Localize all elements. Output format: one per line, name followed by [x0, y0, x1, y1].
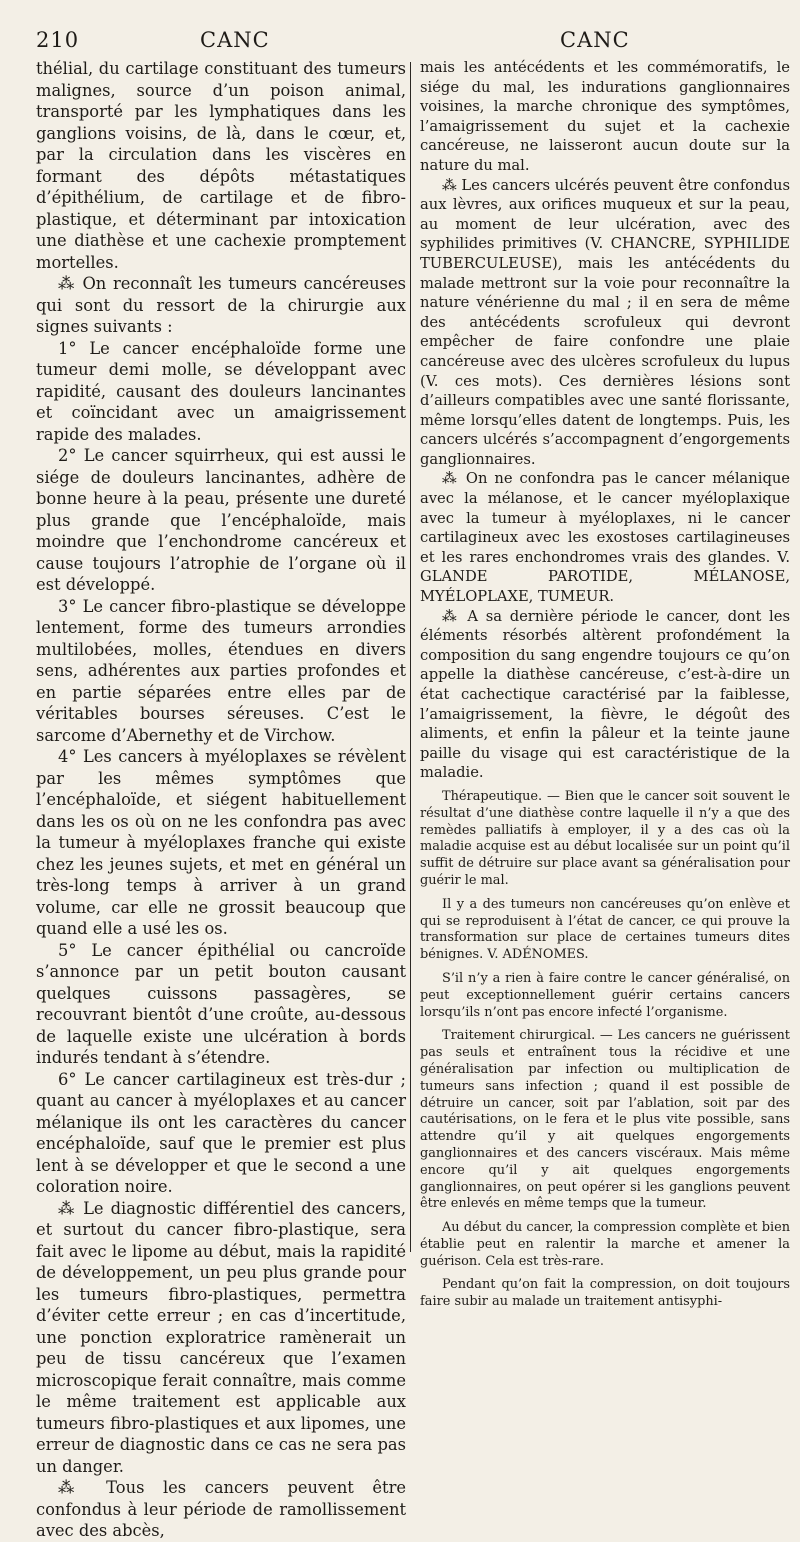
therapeutics-paragraph: S’il n’y a rien à faire contre le cancer généralisé, on peut exceptionnellement guérir certains cancers lorsqu’ils n’ont pas encore infecté l’organisme.	[420, 970, 790, 1020]
paragraph: 6° Le cancer cartilagineux est très-dur ; quant au cancer à myéloplaxes et au cancer mélanique ils ont les caractères du cancer encéphaloïde, sauf que le premier est plus lent à se développer et que le second a une coloration noire.	[36, 1069, 406, 1196]
therapeutics-paragraph: Il y a des tumeurs non cancéreuses qu’on enlève et qui se reproduisent à l’état de cancer, ce qui prouve la transformation sur place de certaines tumeurs dites bénignes. V. ADÉNOMES.	[420, 896, 790, 963]
paragraph: ⁂ On ne confondra pas le cancer mélanique avec la mélanose, et le cancer myéloplaxique avec la tumeur à myéloplaxes, ni le cancer cartilagineux avec les exostoses cartilagineuses et les rares enchondromes vrais des glandes. V. GLANDE PAROTIDE, MÉLANOSE, MYÉLOPLAXE, TUMEUR.	[420, 470, 790, 606]
page-number: 210	[36, 28, 80, 52]
surgical-treatment-paragraph: Traitement chirurgical. — Les cancers ne guérissent pas seuls et entraînent tous la récidive et une généralisation par infection ou multiplication de tumeurs sans infection ; quand il est possible de détruire un cancer, soit par l’ablation, soit par des cautérisations, on le fera et le plus vite possible, sans attendre qu’il y ait quelques engorgements ganglionnaires et des cancers viscéraux. Mais même encore qu’il y ait quelques engorgements ganglionnaires, on peut opérer si les ganglions peuvent être enlevés en même temps que la tumeur.	[420, 1028, 790, 1212]
paragraph: 4° Les cancers à myéloplaxes se révèlent par les mêmes symptômes que l’encéphaloïde, et siégent habituellement dans les os où on ne les confondra pas avec la tumeur à myéloplaxes franche qui existe chez les jeunes sujets, et met en général un très-long temps à arriver à un grand volume, car elle ne grossit beaucoup que quand elle a usé les os.	[36, 747, 406, 938]
right-column	[420, 58, 790, 1311]
paragraph: ⁂ Les cancers ulcérés peuvent être confondus aux lèvres, aux orifices muqueux et sur la peau, au moment de leur ulcération, avec des syphilides primitives (V. CHANCRE, SYPHILIDE TUBERCULEUSE), mais les antécédents du malade mettront sur la voie pour reconnaître la nature vénérienne du mal ; il en sera de même des antécédents scrofuleux qui devront empêcher de faire confondre une plaie cancéreuse avec des ulcères scrofuleux du lupus (V. ces mots). Ces dernières lésions sont d’ailleurs compatibles avec une santé florissante, même lorsqu’elles datent de longtemps. Puis, les cancers ulcérés s’accompagnent d’engorgements ganglionnaires.	[420, 176, 790, 468]
paragraph: ⁂ A sa dernière période le cancer, dont les éléments résorbés altèrent profondément la composition du sang engendre toujours ce qu’on appelle la diathèse cancéreuse, c’est-à-dire un état cachectique caractérisé par la faiblesse, l’amaigrissement, la fièvre, le dégoût des aliments, et enfin la pâleur et la teinte jaune paille du visage qui est caractéristique de la maladie.	[420, 607, 790, 782]
left-column	[36, 58, 406, 1542]
paragraph: 1° Le cancer encéphaloïde forme une tumeur demi molle, se développant avec rapidité, causant des douleurs lancinantes et coïncidant avec un amaigrissement rapide des malades.	[36, 338, 406, 444]
paragraph: thélial, du cartilage constituant des tumeurs malignes, source d’un poison animal, transporté par les lymphatiques dans les ganglions voisins, de là, dans le cœur, et, par la circulation dans les viscères en formant des dépôts métastatiques d’épithélium, de cartilage et de fibro-plastique, et déterminant par intoxication une diathèse et une cachexie promptement mortelles.	[36, 59, 406, 272]
right-running-head: CANC	[560, 28, 630, 52]
paragraph: 3° Le cancer fibro-plastique se développe lentement, forme des tumeurs arrondies multilobées, molles, étendues en divers sens, adhérentes aux parties profondes et en partie séparées entre elles par de véritables bourses séreuses. C’est le sarcome d’Abernethy et de Virchow.	[36, 596, 406, 745]
left-running-head: CANC	[200, 28, 270, 52]
paragraph: ⁂ Le diagnostic différentiel des cancers, et surtout du cancer fibro-plastique, sera fait avec le lipome au début, mais la rapidité de développement, un peu plus grande pour les tumeurs fibro-plastiques, permettra d’éviter cette erreur ; en cas d’incertitude, une ponction exploratrice ramènerait un peu de tissu cancéreux que l’examen microscopique ferait connaître, mais comme le même traitement est applicable aux tumeurs fibro-plastiques et aux lipomes, une erreur de diagnostic dans ce cas ne sera pas un danger.	[36, 1198, 406, 1476]
paragraph: 2° Le cancer squirrheux, qui est aussi le siége de douleurs lancinantes, adhère de bonne heure à la peau, présente une dureté plus grande que l’encéphaloïde, mais moindre que l’enchondrome cancéreux et cause toujours l’atrophie de l’organe où il est développé.	[36, 446, 406, 594]
compression-paragraph: Pendant qu’on fait la compression, on doit toujours faire subir au malade un traitement antisyphi-	[420, 1277, 790, 1310]
running-header	[0, 28, 800, 56]
paragraph: ⁂ On reconnaît les tumeurs cancéreuses qui sont du ressort de la chirurgie aux signes suivants :	[36, 274, 406, 336]
column-divider	[410, 62, 411, 1252]
paragraph: mais les antécédents et les commémoratifs, le siége du mal, les indurations ganglionnaires voisines, la marche chronique des symptômes, l’amaigrissement du sujet et la cachexie cancéreuse, ne laisseront aucun doute sur la nature du mal.	[420, 59, 790, 174]
paragraph: 5° Le cancer épithélial ou cancroïde s’annonce par un petit bouton causant quelques cuissons passagères, se recouvrant bientôt d’une croûte, au-dessous de laquelle existe une ulcération à bords indurés tendant à s’étendre.	[36, 940, 406, 1067]
paragraph: ⁂ Tous les cancers peuvent être confondus à leur période de ramollissement avec des abcès,	[36, 1478, 406, 1540]
compression-paragraph: Au début du cancer, la compression complète et bien établie peut en ralentir la marche et amener la guérison. Cela est très-rare.	[420, 1220, 790, 1269]
therapeutics-paragraph: Thérapeutique. — Bien que le cancer soit souvent le résultat d’une diathèse contre laquelle il n’y a que des remèdes palliatifs à employer, il y a des cas où la maladie acquise est au début localisée sur un point qu’il suffit de détruire sur place avant sa généralisation pour guérir le mal.	[420, 788, 790, 888]
